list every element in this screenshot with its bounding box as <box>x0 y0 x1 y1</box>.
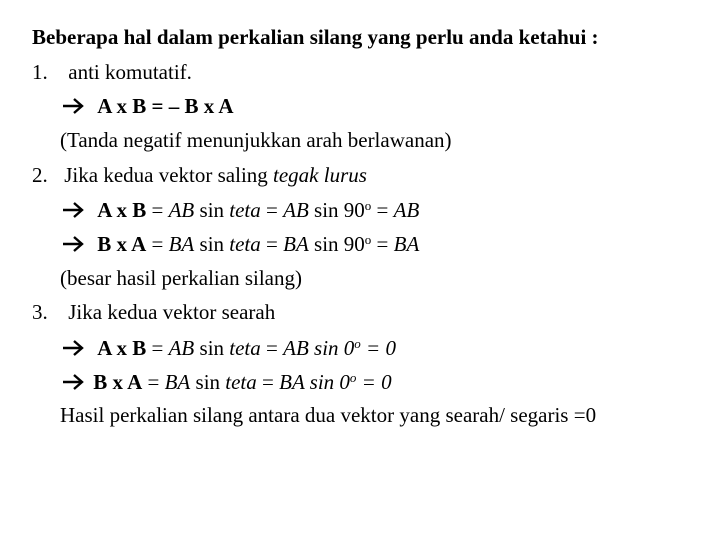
right-arrow-icon <box>62 97 84 115</box>
equals: = <box>146 198 169 222</box>
result-term: BA <box>393 232 420 256</box>
item-1-title: anti komutatif. <box>68 60 192 84</box>
item-3-row-2 <box>62 371 392 393</box>
teta-term: teta <box>229 198 261 222</box>
sin-90-term: sin 90 <box>308 198 365 222</box>
item-3-number: 3. <box>32 300 48 324</box>
teta-term: teta <box>229 336 261 360</box>
magnitude-term: AB <box>168 198 195 222</box>
heading: Beberapa hal dalam perkalian silang yang perlu anda ketahui : <box>32 25 599 49</box>
magnitude-term: BA <box>283 232 309 256</box>
degree-symbol: o <box>364 232 372 247</box>
right-arrow-icon <box>62 373 84 391</box>
magnitude-term: AB <box>168 336 195 360</box>
item-2-note: (besar hasil perkalian silang) <box>60 266 302 290</box>
item-3-title-line <box>32 302 275 323</box>
equals: = <box>260 232 284 256</box>
right-arrow-icon <box>62 235 84 253</box>
right-arrow-icon <box>62 201 84 219</box>
equals: = <box>146 232 169 256</box>
item-3-row-1-lhs: A x B <box>97 336 147 360</box>
item-1-note: (Tanda negatif menunjukkan arah berlawanan) <box>60 128 452 152</box>
degree-symbol: o <box>364 198 372 213</box>
sin-0-term: AB sin 0 <box>283 336 355 360</box>
equals: = <box>371 232 394 256</box>
sin-term: sin <box>194 336 230 360</box>
equals: = <box>146 336 169 360</box>
sin-0-term: BA sin 0 <box>279 370 350 394</box>
item-3-row-2-lhs: B x A <box>93 370 143 394</box>
item-2-row-1 <box>62 199 419 221</box>
magnitude-term: AB <box>283 198 309 222</box>
sin-term: sin <box>190 370 226 394</box>
item-1-number: 1. <box>32 60 48 84</box>
sin-90-term: sin 90 <box>308 232 365 256</box>
item-2-row-2-lhs: B x A <box>97 232 147 256</box>
equals: = <box>256 370 280 394</box>
teta-term: teta <box>229 232 261 256</box>
degree-symbol: o <box>349 370 357 385</box>
result-term: = 0 <box>360 336 396 360</box>
result-term: = 0 <box>356 370 392 394</box>
item-1-title-line <box>32 62 192 83</box>
item-2-number: 2. <box>32 163 48 187</box>
equals: = <box>260 198 284 222</box>
item-1-formula-line <box>62 96 234 117</box>
equals: = <box>142 370 165 394</box>
item-2-row-1-lhs: A x B <box>97 198 147 222</box>
teta-term: teta <box>225 370 257 394</box>
magnitude-term: BA <box>164 370 191 394</box>
item-3-title: Jika kedua vektor searah <box>68 300 276 324</box>
item-2-title-italic: tegak lurus <box>273 163 367 187</box>
item-3-note: Hasil perkalian silang antara dua vektor yang searah/ segaris =0 <box>60 403 597 427</box>
sin-term: sin <box>194 198 230 222</box>
degree-symbol: o <box>354 336 361 351</box>
equals: = <box>260 336 284 360</box>
sin-term: sin <box>194 232 230 256</box>
right-arrow-icon <box>62 339 84 357</box>
item-1-formula: A x B = – B x A <box>97 94 234 118</box>
item-2-title: Jika kedua vektor saling <box>64 163 274 187</box>
result-term: AB <box>393 198 420 222</box>
item-2-row-2 <box>62 233 419 255</box>
item-2-title-line <box>32 165 367 186</box>
item-3-row-1 <box>62 337 396 359</box>
magnitude-term: BA <box>168 232 195 256</box>
equals: = <box>371 198 394 222</box>
